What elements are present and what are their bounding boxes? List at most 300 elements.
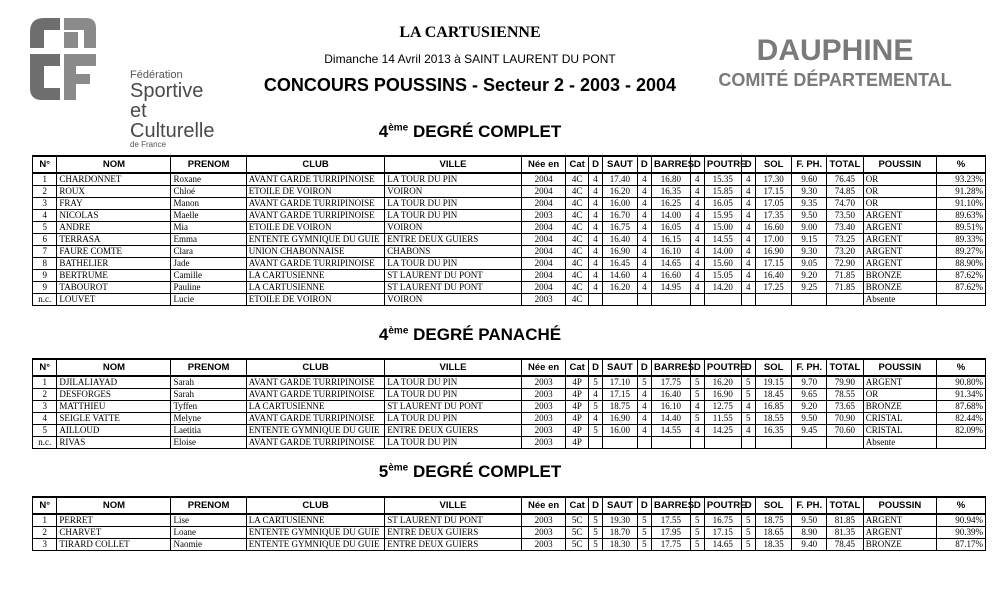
cell-d-barres: 4 xyxy=(637,173,651,186)
cell-d-saut: 4 xyxy=(588,282,602,294)
cell-poutre: 15.05 xyxy=(704,270,741,282)
table-row xyxy=(33,210,986,222)
cell-poutre: 15.00 xyxy=(704,222,741,234)
cell-d-barres: 4 xyxy=(637,282,651,294)
cell-rank: 3 xyxy=(33,539,57,551)
column-header-rank: N° xyxy=(33,359,57,376)
column-header-poutre: POUTRE xyxy=(704,359,741,376)
cell-barres: 14.95 xyxy=(651,282,690,294)
section-title-4-complet xyxy=(250,122,690,142)
cell-d-poutre: 4 xyxy=(690,270,704,282)
cell-annee: 2003 xyxy=(521,389,566,401)
cell-d-sol: 4 xyxy=(741,425,755,437)
cell-barres: 16.10 xyxy=(651,246,690,258)
column-header-annee: Née en xyxy=(521,497,566,514)
cell-rank: 1 xyxy=(33,376,57,389)
cell-poutre: 16.75 xyxy=(704,514,741,527)
results-table-4-complet xyxy=(32,155,986,306)
cell-barres: 14.40 xyxy=(651,413,690,425)
cell-percent: 91.10% xyxy=(937,198,986,210)
cell-nom: CHARVET xyxy=(57,527,171,539)
cell-fph: 9.50 xyxy=(792,514,827,527)
cell-ville: ENTRE DEUX GUIERS xyxy=(385,234,521,246)
column-header-percent: % xyxy=(937,359,986,376)
cell-barres: 16.05 xyxy=(651,222,690,234)
cell-rank: n.c. xyxy=(33,294,57,306)
column-header-saut: SAUT xyxy=(603,156,638,173)
cell-d-saut: 4 xyxy=(588,222,602,234)
cell-poutre: 14.55 xyxy=(704,234,741,246)
table-row xyxy=(33,270,986,282)
cell-ville: CHABONS xyxy=(385,246,521,258)
column-header-fph: F. PH. xyxy=(792,156,827,173)
cell-prenom: Jade xyxy=(171,258,246,270)
cell-d-barres: 4 xyxy=(637,222,651,234)
cell-d-barres: 5 xyxy=(637,539,651,551)
cell-d-poutre: 4 xyxy=(690,198,704,210)
cell-saut: 17.40 xyxy=(603,173,638,186)
cell-ville: LA TOUR DU PIN xyxy=(385,173,521,186)
cell-d-sol: 4 xyxy=(741,234,755,246)
table-row xyxy=(33,246,986,258)
cell-saut: 16.20 xyxy=(603,282,638,294)
cell-saut: 16.90 xyxy=(603,413,638,425)
column-header-club: CLUB xyxy=(246,359,384,376)
cell-annee: 2004 xyxy=(521,222,566,234)
cell-nom: TIRARD COLLET xyxy=(57,539,171,551)
cell-saut: 16.75 xyxy=(603,222,638,234)
cell-prenom: Loane xyxy=(171,527,246,539)
column-header-saut: SAUT xyxy=(603,497,638,514)
cell-percent: 89.51% xyxy=(937,222,986,234)
fscf-logo-mark xyxy=(30,18,100,108)
cell-d-barres: 5 xyxy=(637,514,651,527)
cell-annee: 2004 xyxy=(521,234,566,246)
cell-prenom: Melyne xyxy=(171,413,246,425)
cell-sol: 17.25 xyxy=(755,282,792,294)
logo-line-4: de France xyxy=(130,140,167,149)
cell-barres: 16.80 xyxy=(651,173,690,186)
cell-barres xyxy=(651,437,690,449)
cell-saut: 18.75 xyxy=(603,401,638,413)
table-row xyxy=(33,401,986,413)
cell-saut: 16.00 xyxy=(603,425,638,437)
cell-fph: 9.20 xyxy=(792,270,827,282)
cell-annee: 2004 xyxy=(521,258,566,270)
cell-d-saut: 5 xyxy=(588,425,602,437)
cell-d-saut xyxy=(588,437,602,449)
cell-saut xyxy=(603,437,638,449)
cell-d-poutre: 4 xyxy=(690,258,704,270)
cell-ville: ENTRE DEUX GUIERS xyxy=(385,425,521,437)
column-header-d-poutre: D xyxy=(690,359,704,376)
cell-poussin: BRONZE xyxy=(863,401,936,413)
cell-poutre: 12.75 xyxy=(704,401,741,413)
cell-club: AVANT GARDE TURRIPINOISE xyxy=(246,258,384,270)
cell-annee: 2004 xyxy=(521,246,566,258)
cell-poussin: OR xyxy=(863,186,936,198)
results-table-5-complet xyxy=(32,496,986,551)
cell-d-sol: 5 xyxy=(741,413,755,425)
degree-superscript: ème xyxy=(388,462,409,474)
cell-rank: n.c. xyxy=(33,437,57,449)
cell-fph: 9.50 xyxy=(792,413,827,425)
cell-poussin: ARGENT xyxy=(863,246,936,258)
cell-club: AVANT GARDE TURRIPINOISE xyxy=(246,210,384,222)
cell-d-sol: 5 xyxy=(741,514,755,527)
cell-poutre: 16.05 xyxy=(704,198,741,210)
table-row xyxy=(33,186,986,198)
cell-prenom: Emma xyxy=(171,234,246,246)
cell-saut: 16.90 xyxy=(603,246,638,258)
cell-club: ENTENTE GYMNIQUE DU GUIE xyxy=(246,539,384,551)
cell-ville: LA TOUR DU PIN xyxy=(385,258,521,270)
cell-rank: 1 xyxy=(33,173,57,186)
cell-percent: 87.17% xyxy=(937,539,986,551)
column-header-d-saut: D xyxy=(588,156,602,173)
cell-sol: 16.85 xyxy=(755,401,792,413)
cell-nom: PERRET xyxy=(57,514,171,527)
cell-d-sol: 5 xyxy=(741,376,755,389)
cell-saut: 19.30 xyxy=(603,514,638,527)
cell-annee: 2004 xyxy=(521,282,566,294)
cell-sol: 16.35 xyxy=(755,425,792,437)
table-header-row xyxy=(33,497,986,514)
cell-club: AVANT GARDE TURRIPINOISE xyxy=(246,198,384,210)
cell-total: 78.45 xyxy=(827,539,864,551)
column-header-d-poutre: D xyxy=(690,497,704,514)
cell-d-poutre xyxy=(690,437,704,449)
degree-number: 4 xyxy=(378,325,389,344)
cell-total xyxy=(827,294,864,306)
cell-sol: 16.90 xyxy=(755,246,792,258)
cell-d-poutre: 4 xyxy=(690,210,704,222)
cell-fph: 9.30 xyxy=(792,186,827,198)
cell-ville: ST LAURENT DU PONT xyxy=(385,282,521,294)
fscf-logo xyxy=(30,18,230,149)
cell-d-barres: 4 xyxy=(637,258,651,270)
column-header-barres: BARRES xyxy=(651,497,690,514)
competition-title: CONCOURS POUSSINS - Secteur 2 - 2003 - 2004 xyxy=(263,75,677,95)
cell-d-saut: 5 xyxy=(588,376,602,389)
cell-d-barres: 4 xyxy=(637,413,651,425)
cell-cat: 4C xyxy=(566,282,588,294)
cell-fph: 9.60 xyxy=(792,173,827,186)
cell-cat: 4P xyxy=(566,389,588,401)
cell-percent: 89.27% xyxy=(937,246,986,258)
cell-poutre: 15.35 xyxy=(704,173,741,186)
degree-superscript: ème xyxy=(388,325,409,337)
cell-prenom: Pauline xyxy=(171,282,246,294)
cell-annee: 2003 xyxy=(521,294,566,306)
cell-percent: 90.94% xyxy=(937,514,986,527)
cell-total: 70.60 xyxy=(827,425,864,437)
cell-rank: 4 xyxy=(33,413,57,425)
cell-prenom: Sarah xyxy=(171,389,246,401)
cell-poutre: 14.20 xyxy=(704,282,741,294)
column-header-d-sol: D xyxy=(741,156,755,173)
degree-number: 5 xyxy=(378,462,389,481)
cell-d-poutre: 4 xyxy=(690,246,704,258)
cell-nom: AILLOUD xyxy=(57,425,171,437)
cell-rank: 2 xyxy=(33,527,57,539)
committee-region: DAUPHINE xyxy=(756,34,914,67)
column-header-barres: BARRES xyxy=(651,359,690,376)
cell-d-saut: 4 xyxy=(588,246,602,258)
column-header-total: TOTAL xyxy=(827,156,864,173)
cell-poutre xyxy=(704,294,741,306)
cell-rank: 1 xyxy=(33,514,57,527)
cell-rank: 6 xyxy=(33,234,57,246)
cell-fph: 9.25 xyxy=(792,282,827,294)
column-header-cat: Cat xyxy=(566,497,588,514)
cell-ville: ENTRE DEUX GUIERS xyxy=(385,539,521,551)
cell-club: ENTENTE GYMNIQUE DU GUIE xyxy=(246,425,384,437)
cell-percent: 89.63% xyxy=(937,210,986,222)
cell-nom: TABOUROT xyxy=(57,282,171,294)
cell-nom: FRAY xyxy=(57,198,171,210)
cell-sol: 18.75 xyxy=(755,514,792,527)
cell-saut: 16.45 xyxy=(603,258,638,270)
cell-prenom: Tyffen xyxy=(171,401,246,413)
cell-poussin: ARGENT xyxy=(863,234,936,246)
cell-percent: 90.39% xyxy=(937,527,986,539)
cell-sol: 18.65 xyxy=(755,527,792,539)
cell-club: LA CARTUSIENNE xyxy=(246,270,384,282)
column-header-saut: SAUT xyxy=(603,359,638,376)
cell-d-saut: 4 xyxy=(588,413,602,425)
cell-barres: 17.95 xyxy=(651,527,690,539)
cell-annee: 2004 xyxy=(521,186,566,198)
cell-ville: VOIRON xyxy=(385,186,521,198)
club-title: LA CARTUSIENNE xyxy=(399,24,541,41)
cell-annee: 2004 xyxy=(521,198,566,210)
cell-poussin: CRISTAL xyxy=(863,425,936,437)
cell-total: 78.55 xyxy=(827,389,864,401)
cell-fph: 9.35 xyxy=(792,198,827,210)
cell-percent: 87.62% xyxy=(937,270,986,282)
table-row xyxy=(33,539,986,551)
cell-nom: RIVAS xyxy=(57,437,171,449)
cell-sol: 18.45 xyxy=(755,389,792,401)
cell-poutre: 16.90 xyxy=(704,389,741,401)
cell-poutre: 14.65 xyxy=(704,539,741,551)
cell-club: ETOILE DE VOIRON xyxy=(246,294,384,306)
cell-rank: 9 xyxy=(33,270,57,282)
logo-line-3: et Culturelle xyxy=(130,100,215,142)
cell-barres: 16.15 xyxy=(651,234,690,246)
cell-nom: MATTHIEU xyxy=(57,401,171,413)
cell-saut: 18.70 xyxy=(603,527,638,539)
cell-cat: 5C xyxy=(566,514,588,527)
cell-nom: ANDRE xyxy=(57,222,171,234)
cell-sol xyxy=(755,437,792,449)
column-header-d-poutre: D xyxy=(690,156,704,173)
cell-total: 73.25 xyxy=(827,234,864,246)
degree-superscript: ème xyxy=(388,122,409,134)
cell-total xyxy=(827,437,864,449)
cell-sol: 17.35 xyxy=(755,210,792,222)
table-row xyxy=(33,222,986,234)
cell-club: UNION CHABONNAISE xyxy=(246,246,384,258)
cell-d-poutre: 5 xyxy=(690,389,704,401)
cell-nom: SEIGLE VATTE xyxy=(57,413,171,425)
cell-poutre: 15.85 xyxy=(704,186,741,198)
cell-fph: 9.45 xyxy=(792,425,827,437)
cell-d-poutre: 4 xyxy=(690,234,704,246)
cell-cat: 5C xyxy=(566,539,588,551)
table-header-row xyxy=(33,359,986,376)
cell-d-saut: 4 xyxy=(588,270,602,282)
cell-d-barres: 4 xyxy=(637,389,651,401)
column-header-nom: NOM xyxy=(57,497,171,514)
cell-club: LA CARTUSIENNE xyxy=(246,282,384,294)
column-header-sol: SOL xyxy=(755,497,792,514)
cell-d-sol: 4 xyxy=(741,186,755,198)
cell-total: 73.40 xyxy=(827,222,864,234)
cell-barres: 16.10 xyxy=(651,401,690,413)
cell-poutre: 17.15 xyxy=(704,527,741,539)
cell-saut: 17.15 xyxy=(603,389,638,401)
cell-poussin: ARGENT xyxy=(863,376,936,389)
cell-poutre xyxy=(704,437,741,449)
cell-poutre: 11.55 xyxy=(704,413,741,425)
column-header-d-saut: D xyxy=(588,497,602,514)
cell-saut: 18.30 xyxy=(603,539,638,551)
cell-total: 73.50 xyxy=(827,210,864,222)
cell-poussin: BRONZE xyxy=(863,539,936,551)
cell-saut: 16.20 xyxy=(603,186,638,198)
cell-total: 73.20 xyxy=(827,246,864,258)
cell-nom: LOUVET xyxy=(57,294,171,306)
column-header-poutre: POUTRE xyxy=(704,497,741,514)
cell-fph: 9.40 xyxy=(792,539,827,551)
cell-fph: 9.05 xyxy=(792,258,827,270)
cell-nom: FAURE COMTE xyxy=(57,246,171,258)
table-header-row xyxy=(33,156,986,173)
cell-poussin: OR xyxy=(863,198,936,210)
cell-d-sol: 4 xyxy=(741,282,755,294)
cell-cat: 4P xyxy=(566,376,588,389)
cell-d-barres: 4 xyxy=(637,401,651,413)
cell-barres: 14.65 xyxy=(651,258,690,270)
cell-sol: 19.15 xyxy=(755,376,792,389)
cell-percent: 82.44% xyxy=(937,413,986,425)
date-place: Dimanche 14 Avril 2013 à SAINT LAURENT DU PONT xyxy=(324,52,616,66)
cell-d-poutre: 4 xyxy=(690,222,704,234)
cell-percent: 90.80% xyxy=(937,376,986,389)
cell-annee: 2003 xyxy=(521,425,566,437)
cell-d-sol: 5 xyxy=(741,539,755,551)
column-header-d-sol: D xyxy=(741,359,755,376)
degree-label: DEGRÉ PANACHÉ xyxy=(408,325,562,344)
cell-poussin: BRONZE xyxy=(863,270,936,282)
cell-d-sol: 4 xyxy=(741,270,755,282)
cell-poutre: 14.25 xyxy=(704,425,741,437)
cell-club: ETOILE DE VOIRON xyxy=(246,186,384,198)
cell-rank: 2 xyxy=(33,389,57,401)
table-row xyxy=(33,282,986,294)
cell-prenom: Manon xyxy=(171,198,246,210)
cell-total: 70.90 xyxy=(827,413,864,425)
cell-d-saut: 4 xyxy=(588,210,602,222)
column-header-poussin: POUSSIN xyxy=(863,156,936,173)
cell-club: AVANT GARDE TURRIPINOISE xyxy=(246,437,384,449)
cell-fph: 9.70 xyxy=(792,376,827,389)
cell-sol: 17.15 xyxy=(755,258,792,270)
cell-rank: 4 xyxy=(33,210,57,222)
cell-poutre: 15.60 xyxy=(704,258,741,270)
cell-percent: 82.09% xyxy=(937,425,986,437)
cell-d-sol: 4 xyxy=(741,222,755,234)
cell-cat: 4C xyxy=(566,210,588,222)
cell-cat: 4C xyxy=(566,234,588,246)
cell-d-saut xyxy=(588,294,602,306)
column-header-barres: BARRES xyxy=(651,156,690,173)
cell-percent xyxy=(937,437,986,449)
cell-total: 74.85 xyxy=(827,186,864,198)
cell-d-saut: 4 xyxy=(588,186,602,198)
cell-percent: 87.68% xyxy=(937,401,986,413)
column-header-poussin: POUSSIN xyxy=(863,497,936,514)
cell-d-saut: 4 xyxy=(588,198,602,210)
cell-ville: LA TOUR DU PIN xyxy=(385,389,521,401)
cell-total: 76.45 xyxy=(827,173,864,186)
cell-annee: 2003 xyxy=(521,413,566,425)
logo-line-1: Fédération xyxy=(130,69,183,81)
column-header-ville: VILLE xyxy=(385,359,521,376)
cell-poutre: 16.20 xyxy=(704,376,741,389)
cell-d-poutre: 5 xyxy=(690,527,704,539)
cell-nom: DJILALIAYAD xyxy=(57,376,171,389)
table-row xyxy=(33,376,986,389)
cell-annee: 2003 xyxy=(521,539,566,551)
column-header-sol: SOL xyxy=(755,156,792,173)
cell-d-barres: 4 xyxy=(637,198,651,210)
table-row xyxy=(33,389,986,401)
cell-cat: 4P xyxy=(566,401,588,413)
cell-ville: LA TOUR DU PIN xyxy=(385,376,521,389)
column-header-total: TOTAL xyxy=(827,359,864,376)
cell-sol: 16.60 xyxy=(755,222,792,234)
column-header-sol: SOL xyxy=(755,359,792,376)
cell-percent: 87.62% xyxy=(937,282,986,294)
cell-barres: 14.55 xyxy=(651,425,690,437)
column-header-percent: % xyxy=(937,156,986,173)
cell-d-saut: 5 xyxy=(588,527,602,539)
column-header-rank: N° xyxy=(33,497,57,514)
cell-prenom: Lucie xyxy=(171,294,246,306)
cell-nom: ROUX xyxy=(57,186,171,198)
cell-club: ENTENTE GYMNIQUE DU GUIE xyxy=(246,527,384,539)
cell-cat: 5C xyxy=(566,527,588,539)
cell-barres: 17.75 xyxy=(651,539,690,551)
cell-d-sol: 4 xyxy=(741,246,755,258)
cell-sol: 16.40 xyxy=(755,270,792,282)
cell-poussin: Absente xyxy=(863,294,936,306)
fscf-logo-text xyxy=(130,70,230,149)
degree-label: DEGRÉ COMPLET xyxy=(408,462,562,481)
cell-club: AVANT GARDE TURRIPINOISE xyxy=(246,173,384,186)
committee-block xyxy=(700,36,970,91)
cell-d-poutre: 4 xyxy=(690,425,704,437)
cell-d-saut: 4 xyxy=(588,258,602,270)
cell-poussin: ARGENT xyxy=(863,527,936,539)
degree-label: DEGRÉ COMPLET xyxy=(408,122,562,141)
cell-d-barres: 5 xyxy=(637,527,651,539)
results-table-4-panache xyxy=(32,358,986,449)
cell-poussin: CRISTAL xyxy=(863,413,936,425)
